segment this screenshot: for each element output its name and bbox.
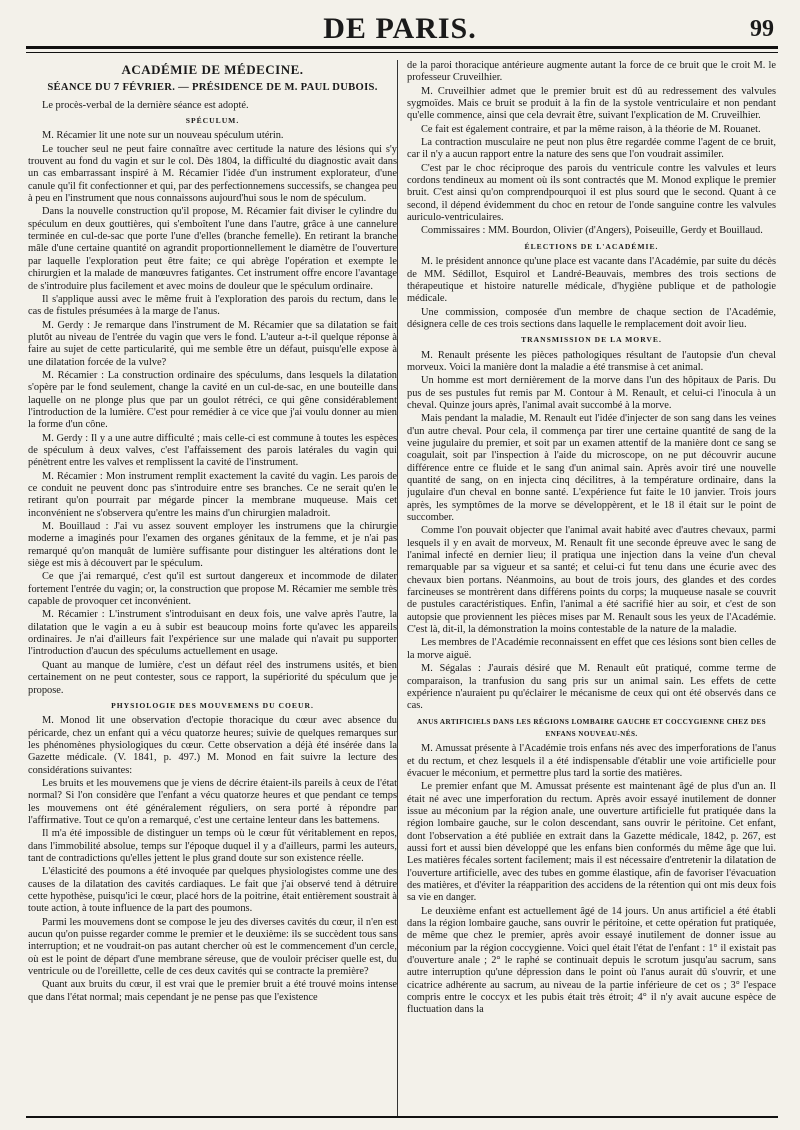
paragraph: Le deuxième enfant est actuellement âgé de 14 jours. Un anus artificiel a été établi dans la région lombaire gauche, sans ouvrir le péritoine, et cette opération fut pratiquée, de même que chez le premier, après avoir essayé inutilement de donner issue au méconium par la région coccygienne. Voici quel était l'état de l'enfant : 1° il existait pas d'ouverture anale ; 2° le raphé se continuait depuis le scrotum jusqu'au sacrum, sans autre interruption qu'une dépression dans le point où l'anus aurait dû s'ouvrir, et une cicatrice adhérente au sacrum, au niveau de la partie inférieure de cet os ; 3° l'espace compris entre le coccyx et les pubis était très étroit; 4° il n'y avait aucune espèce de fluctuation dans la — [407, 905, 776, 1016]
paragraph: M. Renault présente les pièces pathologiques résultant de l'autopsie d'un cheval morveux. Voici la manière dont la maladie a été transmise à cet animal. — [407, 349, 776, 373]
paragraph: Mais pendant la maladie, M. Renault eut l'idée d'injecter de son sang dans les veines d'un autre cheval. Pour cela, il commença par tirer une certaine quantité de sang de la veine jugulaire du premier, et soit par un examen attentif de la manière dont ce sang se coagulait, soit par l'inspection à l'aide du microscope, on ne put découvrir aucune différence entre ce fluide et le sang d'un animal sain. Après avoir tiré une nouvelle quantité de sang, on en injecta cinq décilitres, à la température ordinaire, dans la jugulaire d'un cheval en bonne santé. L'expérience fut faite le 10 janvier. Trois jours après, les symptômes de la morve se développèrent, et le 18 il était sur le point de succomber. — [407, 413, 776, 524]
paragraph: M. Monod lit une observation d'ectopie thoracique du cœur avec absence du péricarde, chez un enfant qui a vécu quatorze heures; suivie de quelques remarques sur les phénomènes physiologiques du cœur. Cette observation a déjà été insérée dans la Gazette médicale. (V. 1841, p. 497.) M. Monod en fait suivre la lecture des considérations suivantes: — [28, 715, 397, 776]
paragraph: M. Gerdy : Je remarque dans l'instrument de M. Récamier que sa dilatation se fait plutôt au niveau de l'entrée du vagin que vers le fond. L'auteur a-t-il quelque réponse à faire au sujet de cette particularité, qui me semble être un défaut, puisqu'elle expose à une dilatation forcée de la vulve? — [28, 319, 397, 368]
paragraph: C'est par le choc réciproque des parois du ventricule contre les valvules et leurs cordons tendineux au moment où ils sont contractés que M. Monod explique le premier bruit. C'est ainsi qu'on comprendpourquoi il est plus sourd que le second. Quant à ce second, il dépend évidemment du choc en retour de l'onde sanguine contre les valvules auriculo-ventriculaires. — [407, 162, 776, 224]
paragraph: M. Récamier : Mon instrument remplit exactement la cavité du vagin. Les parois de ce conduit ne peuvent donc pas s'introduire entre ses branches. Ce ne serait qu'en le retirant qu'on pourrait par mégarde pincer la membrane muqueuse. Mais cet inconvénient ne s'observera qu'entre les mains d'un chirurgien maladroit. — [28, 470, 397, 519]
header-rule-thin — [26, 52, 778, 53]
paragraph: M. Amussat présente à l'Académie trois enfans nés avec des imperforations de l'anus et du rectum, et chez lesquels il a été indispensable d'établir une voie artificielle pour évacuer le méconium, et permettre plus tard la sortie des matières. — [407, 743, 776, 779]
paragraph: M. Cruveilhier admet que le premier bruit est dû au redressement des valvules sygmoïdes. Mais ce bruit se produit à la fin de la systole ventriculaire et non pendant qu'elle commence, ainsi que cela devrait être, suivant l'explication de M. Cruveilhier. — [407, 85, 776, 122]
minutes-paragraph: Le procès-verbal de la dernière séance est adopté. — [42, 99, 249, 111]
paragraph: Il s'applique aussi avec le même fruit à l'exploration des parois du rectum, dans le cas de fistules présumées à la marge de l'anus. — [28, 293, 397, 318]
session-heading: SÉANCE DU 7 FÉVRIER. — PRÉSIDENCE DE M. PAUL DUBOIS. — [47, 82, 378, 94]
paragraph: Quant au manque de lumière, c'est un défaut réel des instrumens usités, et bien certainement on ne peut contester, sous ce rapport, la supériorité du spéculum que je propose. — [28, 659, 397, 696]
paragraph: La contraction musculaire ne peut non plus être regardée comme l'agent de ce bruit, car il n'y a aucun rapport entre la nature des sens que l'on voudrait assimiler. — [407, 137, 776, 161]
paragraph: L'élasticité des poumons a été invoquée par quelques physiologistes comme une des causes de la dilatation des cavités cardiaques. Le fait que j'ai observé tend à détruire cette hypothèse, puisqu'ici le cœur, placé hors de la poitrine, était entièrement soustrait à toute action, à toute influence de la part des poumons. — [28, 866, 397, 915]
speculum-heading: SPÉCULUM. — [185, 116, 240, 126]
paragraph: Les bruits et les mouvemens que je viens de décrire étaient-ils pareils à ceux de l'état normal? Si l'on considère que l'enfant a vécu quatorze heures et que pendant ce temps les mouvemens ont été généralement réguliers, on sera porté à répondre par l'affirmative. Tout ce qu'on a remarqué, c'est une certaine lenteur dans les battemens. — [28, 777, 397, 826]
election-heading: ÉLECTIONS DE L'ACADÉMIE. — [524, 241, 659, 251]
morve-heading: TRANSMISSION DE LA MORVE. — [521, 335, 662, 345]
election-section — [407, 256, 776, 331]
heart-heading: PHYSIOLOGIE DES MOUVEMENS DU COEUR. — [111, 700, 314, 710]
header-rule-thick — [26, 46, 778, 49]
paragraph: M. le président annonce qu'une place est vacante dans l'Académie, par suite du décès de MM. Sédillot, Esquirol et Landré-Beauvais, membres des trois sections de thérapeutique et histoire naturelle médicale, d'hygiène publique et de pathologie médicale. — [407, 256, 776, 305]
heart-section — [28, 715, 397, 1004]
paragraph: Quant aux bruits du cœur, il est vrai que le premier bruit a été trouvé moins intense que dans l'état normal; mais cependant je ne pense pas que l'existence — [28, 979, 397, 1003]
paragraph: Ce que j'ai remarqué, c'est qu'il est surtout dangereux et incommode de dilater fortement l'entrée du vagin; or, la construction que propose M. Récamier me semble très capable de provoquer cet inconvénient. — [28, 571, 397, 608]
paragraph: Le toucher seul ne peut faire connaître avec certitude la nature des lésions qui s'y trouvent au fond du vagin et sur le col. Dès 1804, la difficulté du diagnostic avait dans un cas embarrassant inspiré à M. Récamier l'idée d'un instrument explorateur, d'une canule qu'il fit confectionner et qui, par des perfectionnemens successifs, se changea peu à peu en l'instrument que nous connaissons aujourd'hui sous le nom de spéculum. — [28, 143, 397, 205]
anus-section — [407, 743, 776, 1017]
paragraph: de la paroi thoracique antérieure augmente autant la force de ce bruit que le croit M. le professeur Cruveilhier. — [407, 60, 776, 84]
paragraph: M. Récamier : La construction ordinaire des spéculums, dans lesquels la dilatation s'opère par le fond seulement, change la cavité en un cul-de-sac, en une bouteille dans laquelle on ne plonge plus que par un goulot rétréci, ce qui gêne considérablement l'introduction de la lumière. C'est pour remédier à ce vice que j'ai voulu donner au mien la forme d'un cône. — [28, 369, 397, 431]
morve-section — [407, 350, 776, 713]
paragraph: Ce fait est également contraire, et par la même raison, à la théorie de M. Rouanet. — [421, 123, 761, 135]
page-number: 99 — [750, 16, 774, 42]
paragraph: Parmi les mouvemens dont se compose le jeu des diverses cavités du cœur, il n'en est aucun qu'on puisse regarder comme le premier et le deuxième: ils se succèdent tous sans interruption; et ne voudrait-on pas autant chercher où est le commencement d'un cercle, où est le point de départ d'une membrane séreuse, que de vouloir préciser quelle est, du ventricule ou de l'oreillette, celle de ces deux cavités qui se contracte la première? — [28, 916, 397, 978]
paragraph: Dans la nouvelle construction qu'il propose, M. Récamier fait diviser le cylindre du spéculum en deux gouttières, qui s'emboîtent l'une dans l'autre, grâce à une cannelure terminée en cul-de-sac que porte l'une d'elles (branche femelle). En retirant la branche mâle d'une certaine quantité on agrandit proportionnellement le diamètre de l'ouverture par laquelle l'exploration peut être faite; ce qui abrège l'opération et exempte le chirurgien et la malade de manœuvres fatigantes. Cet instrument offre encore l'avantage de s'introduire plus facilement et avec moins de douleur que le spéculum ordinaire. — [28, 206, 397, 292]
left-column — [28, 62, 397, 1112]
column-divider — [397, 60, 398, 1116]
paragraph: Commissaires : MM. Bourdon, Olivier (d'Angers), Poiseuille, Gerdy et Bouillaud. — [421, 225, 763, 237]
paragraph: M. Récamier lit une note sur un nouveau spéculum utérin. — [42, 130, 284, 142]
paragraph: Les membres de l'Académie reconnaissent en effet que ces lésions sont bien celles de la morve aiguë. — [407, 637, 776, 661]
right-column — [407, 60, 776, 1110]
heart-continuation — [407, 60, 776, 238]
paragraph: Un homme est mort dernièrement de la morve dans l'un des hôpitaux de Paris. Du pus de ses pustules fut remis par M. Contour à M. Renault, et celui-ci l'inocula à un cheval. Quinze jours après, l'animal avait succombé à la morve. — [407, 375, 776, 411]
paragraph: Comme l'on pouvait objecter que l'animal avait habité avec d'autres chevaux, parmi lesquels il y en avait de morveux, M. Renault fit une seconde épreuve avec le sang de l'animal infecté en dernier lieu; il pratiqua une injection dans la veine d'un cheval remarquable par sa vigueur et sa santé; et celui-ci fut tenu dans une écurie avec des chevaux bien portans. Néanmoins, au bout de trois jours, des glandes et des cordes farcineuses se montrèrent dans différens points du corps; la muqueuse nasale se couvrit de pustules caractéristiques. Enfin, l'animal a été sacrifié hier au soir, et c'est de son autopsie que proviennent les pièces mises par M. Renault sous les yeux de l'Académie. C'est là, dit-il, la démonstration la moins contestable de la nature de la maladie. — [407, 525, 776, 636]
academy-title: ACADÉMIE DE MÉDECINE. — [121, 62, 304, 77]
anus-heading: ANUS ARTIFICIELS DANS LES RÉGIONS LOMBAIRE GAUCHE ET COCCYGIENNE CHEZ DES ENFANS NOUVEAU-NÉS. — [416, 717, 767, 738]
bottom-rule — [26, 1116, 778, 1118]
paragraph: Le premier enfant que M. Amussat présente est maintenant âgé de plus d'un an. Il était né avec une imperforation du rectum. Après avoir essayé inutilement de donner issue au méconium par la région anale, une ouverture artificielle fut pratiquée dans la région lombaire gauche, sur le colon descendant, sans ouvrir le péritoine. Cet enfant, dont l'observation a été publiée en extrait dans la Gazette médicale, 1842, p. 267, est aussi fort et aussi bien développé que les enfans bien conformés du même âge que lui. Les matières fécales sortent facilement; mais il est nécessaire d'entretenir la dilatation de l'ouverture artificielle, avec des tubes en gomme élastique, afin de favoriser l'évacuation des matières, et d'éviter la réapparition des accidens de la rétention qui ont mis deux fois sa vie en danger. — [407, 781, 776, 904]
paragraph: M. Bouillaud : J'ai vu assez souvent employer les instrumens que la chirurgie moderne a imaginés pour l'examen des organes génitaux de la femme, et je n'ai pas remarqué qu'on manquât de lumière suffisante pour distinguer les altérations dont le siège est mis à découvert par le spéculum. — [28, 521, 397, 570]
speculum-section — [28, 130, 397, 696]
masthead: DE PARIS. — [323, 12, 477, 45]
paragraph: M. Ségalas : J'aurais désiré que M. Renault eût pratiqué, comme terme de comparaison, la tranfusion du sang pris sur un animal sain. Les effets de cette expérience n'auraient pu qu'éclairer le mécanisme de ceux qui ont été observés dans ce cas. — [407, 663, 776, 712]
paragraph: Une commission, composée d'un membre de chaque section de l'Académie, désignera celle de ces trois sections dans laquelle le remplacement doit avoir lieu. — [407, 306, 776, 330]
paragraph: M. Récamier : L'instrument s'introduisant en deux fois, une valve après l'autre, la dilatation que le vagin a eu à subir est beaucoup moins forte qu'avec les appareils ordinaires. Je n'ai d'ailleurs fait l'expérience sur une malade qui n'avait pu supporter l'introduction d'aucun des spéculums actuellement en usage. — [28, 609, 397, 658]
paragraph: Il m'a été impossible de distinguer un temps où le cœur fût véritablement en repos, dans l'immobilité absolue, temps sur l'époque duquel il y a d'ailleurs, parmi les auteurs, tant de contradictions qu'elles jettent le plus grand doute sur son existence réelle. — [28, 828, 397, 864]
paragraph: M. Gerdy : Il y a une autre difficulté ; mais celle-ci est commune à toutes les espèces de spéculum à deux valves, c'est l'affaissement des parois latérales du vagin qui pénètrent entre les valves et remplissent la cavité de l'instrument. — [28, 432, 397, 469]
